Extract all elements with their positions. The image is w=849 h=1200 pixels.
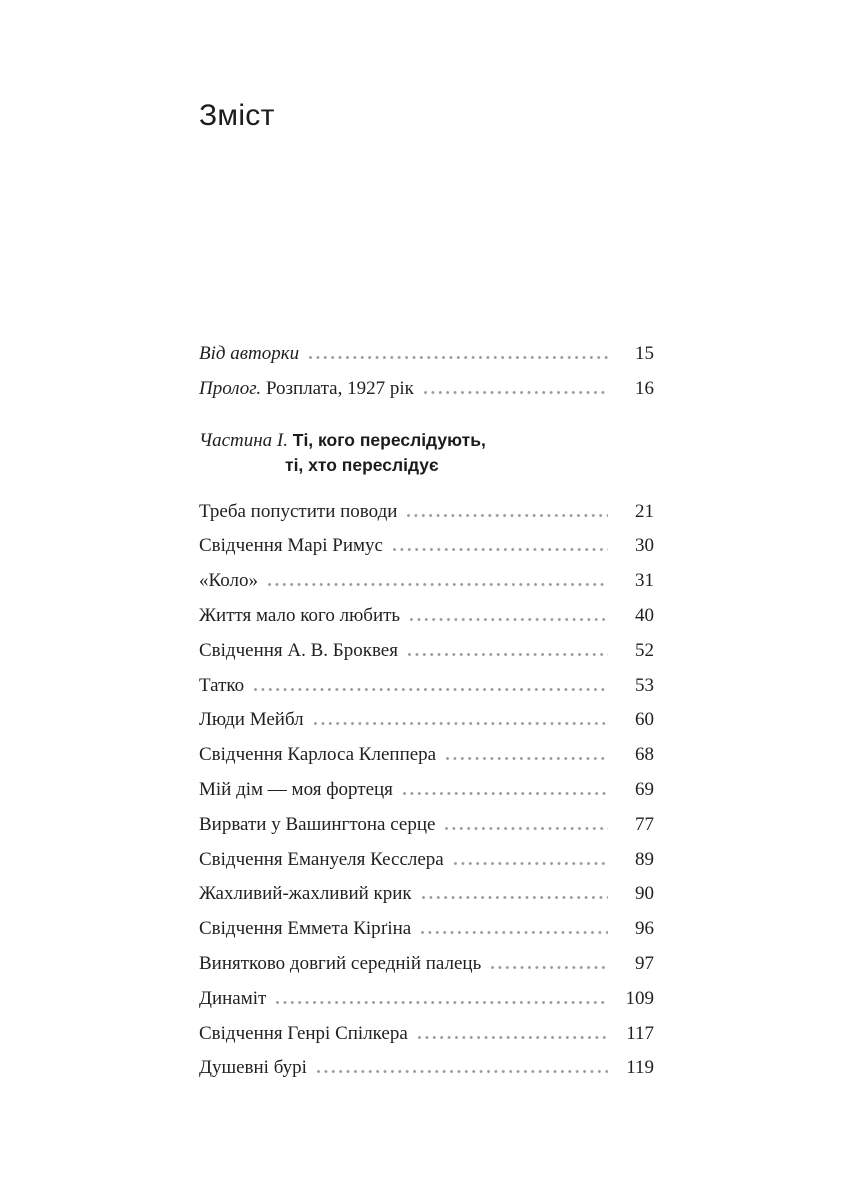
section-title-line1: Ті, кого переслідують, <box>292 429 486 450</box>
page-number: 31 <box>635 570 654 592</box>
toc-entry <box>199 1057 654 1092</box>
toc-entry <box>199 1023 654 1058</box>
toc-entry-italic-part: Від авторки <box>199 343 300 364</box>
page-number: 15 <box>635 343 654 364</box>
toc-entry-text-part: Свідчення Емануеля Кесслера <box>199 848 444 870</box>
toc-entry-text-part: Свідчення А. В. Броквея <box>199 639 398 661</box>
page-number: 77 <box>635 813 654 835</box>
toc-entry-title <box>199 953 481 975</box>
dotted-leader <box>407 514 608 517</box>
toc-entry-title <box>199 883 412 905</box>
toc-entry-text-part: Свідчення Генрі Спілкера <box>199 1022 408 1044</box>
toc-entry-title <box>199 501 397 523</box>
toc-entry-title <box>199 570 258 592</box>
dotted-leader <box>408 653 608 656</box>
toc-entry-text-part: Душевні бурі <box>199 1057 307 1079</box>
dotted-leader <box>314 722 608 725</box>
toc-entry <box>199 535 654 570</box>
toc-entry-title <box>199 343 299 365</box>
toc-entry-title <box>199 744 436 766</box>
dotted-leader <box>445 827 608 830</box>
toc-entry <box>199 343 654 378</box>
toc-entry <box>199 709 654 744</box>
dotted-leader <box>424 391 608 394</box>
section-heading-line1 <box>199 428 654 454</box>
toc-main-list <box>199 501 654 1093</box>
dotted-leader <box>317 1070 608 1073</box>
dotted-leader <box>393 548 608 551</box>
toc-entry-text-part: Винятково довгий середній палець <box>199 952 482 974</box>
toc-entry-title <box>199 849 444 871</box>
toc-entry-text-part: Жахливий-жахливий крик <box>199 883 412 905</box>
toc-entry-title <box>199 535 383 557</box>
toc-entry <box>199 849 654 884</box>
page-title: Зміст <box>199 99 275 132</box>
toc-entry-italic-part: Пролог. <box>199 377 262 399</box>
toc-entry-text-part: Свідчення Еммета Кірґіна <box>199 918 412 940</box>
page-number: 69 <box>635 778 654 800</box>
toc-entry-title <box>199 709 304 731</box>
toc-entry <box>199 640 654 675</box>
toc-entry-title <box>199 779 393 801</box>
toc-entry-text-part: «Коло» <box>199 570 258 592</box>
toc-section-heading <box>199 428 654 479</box>
page-number: 97 <box>635 952 654 974</box>
toc-entry <box>199 814 654 849</box>
page-number: 68 <box>635 744 654 766</box>
dotted-leader <box>254 688 608 691</box>
toc-entry-text-part: Свідчення Карлоса Клеппера <box>199 744 437 766</box>
toc-entry-text-part: Життя мало кого любить <box>199 604 401 626</box>
toc-entry-text-part: Свідчення Марі Римус <box>199 535 383 557</box>
page-number: 117 <box>626 1022 654 1044</box>
section-title-line2: ті, хто переслідує <box>285 455 439 476</box>
toc-entry-title <box>199 814 435 836</box>
dotted-leader <box>309 356 608 359</box>
toc-entry-text-part: Динаміт <box>199 987 267 1009</box>
dotted-leader <box>422 896 608 899</box>
page-number: 96 <box>635 918 654 940</box>
dotted-leader <box>276 1001 608 1004</box>
page-number: 30 <box>635 535 654 557</box>
dotted-leader <box>410 618 608 621</box>
page-number: 109 <box>625 987 654 1009</box>
toc-entry-text-part: Треба попустити поводи <box>199 500 398 522</box>
toc-entry <box>199 988 654 1023</box>
toc-entry <box>199 883 654 918</box>
toc-entry <box>199 501 654 536</box>
toc-entry-title <box>199 988 266 1010</box>
dotted-leader <box>421 931 608 934</box>
page-number: 90 <box>635 883 654 905</box>
toc-entry <box>199 744 654 779</box>
toc-entry-title <box>199 918 411 940</box>
page-number: 53 <box>635 674 654 696</box>
toc-entry-text-part: Вирвати у Вашингтона серце <box>199 813 436 835</box>
toc-entry <box>199 918 654 953</box>
toc-entry-title <box>199 675 244 697</box>
toc-entry-text-part: Розплата, 1927 рік <box>261 377 414 399</box>
dotted-leader <box>268 583 608 586</box>
dotted-leader <box>403 792 608 795</box>
toc-entry <box>199 378 654 413</box>
toc-entry-text-part: Люди Мейбл <box>199 709 304 731</box>
toc-entry <box>199 675 654 710</box>
page-number: 119 <box>626 1057 654 1079</box>
toc-entry-title <box>199 640 398 662</box>
toc-entry-text-part: Татко <box>199 674 245 696</box>
toc-entry-title <box>199 605 400 627</box>
toc-entry <box>199 570 654 605</box>
page-number: 60 <box>635 709 654 731</box>
toc-entry-title <box>199 1057 307 1079</box>
page-number: 16 <box>635 377 654 399</box>
dotted-leader <box>491 966 608 969</box>
toc-entry-title <box>199 378 414 400</box>
toc-entry-title <box>199 1023 408 1045</box>
section-label: Частина І. <box>199 429 293 451</box>
toc-entry <box>199 953 654 988</box>
page-content <box>199 98 654 1092</box>
table-of-contents <box>199 343 654 1092</box>
page-number: 40 <box>635 604 654 626</box>
page-number: 89 <box>635 848 654 870</box>
page-number: 52 <box>635 639 654 661</box>
page-number: 21 <box>635 500 654 522</box>
toc-entry <box>199 605 654 640</box>
toc-entry <box>199 779 654 814</box>
toc-front-list <box>199 343 654 413</box>
toc-entry-text-part: Мій дім — моя фортеця <box>199 778 393 800</box>
dotted-leader <box>454 862 608 865</box>
dotted-leader <box>418 1036 608 1039</box>
dotted-leader <box>446 757 608 760</box>
